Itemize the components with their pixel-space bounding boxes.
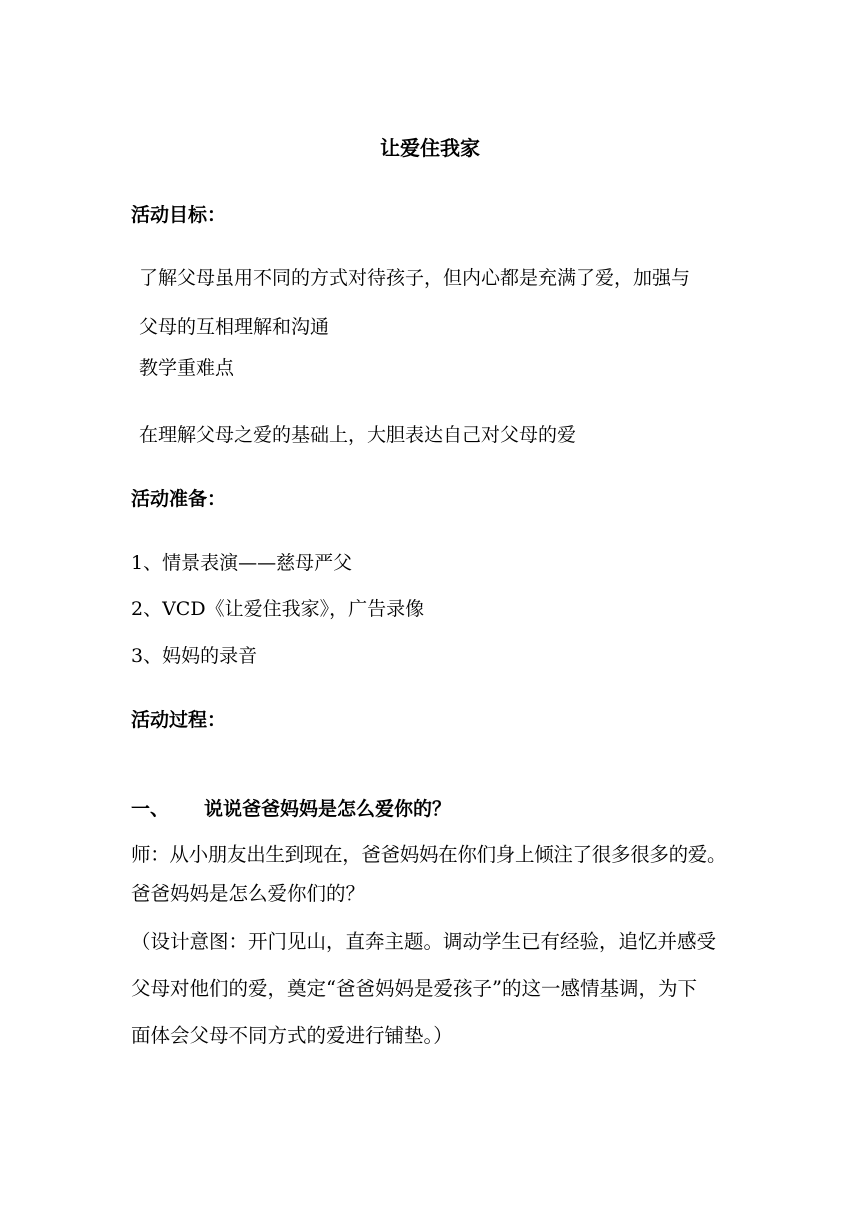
design-intent-line2: 父母对他们的爱，奠定“爸爸妈妈是爱孩子”的这一感情基调，为下 [131,977,697,1000]
key-points-heading: 教学重难点 [139,357,235,379]
teacher-line1: 师：从小朋友出生到现在，爸爸妈妈在你们身上倾注了很多很多的爱。 [131,843,727,866]
key-points-text: 在理解父母之爱的基础上，大胆表达自己对父母的爱 [139,424,577,446]
goals-heading: 活动目标： [131,204,227,226]
section-title: 说说爸爸妈妈是怎么爱你的？ [204,798,452,820]
teacher-line2: 爸爸妈妈是怎么爱你们的？ [131,882,366,905]
prep-heading: 活动准备： [131,488,227,510]
document-title: 让爱住我家 [380,136,480,160]
goal-text-line2: 父母的互相理解和沟通 [139,316,330,338]
prep-item: 3、妈妈的录音 [131,645,258,667]
goal-text-line1: 了解父母虽用不同的方式对待孩子，但内心都是充满了爱，加强与 [139,267,691,289]
prep-item: 1、情景表演——慈母严父 [131,552,353,574]
design-intent-line1: （设计意图：开门见山，直奔主题。调动学生已有经验，追忆并感受 [131,930,717,953]
section-number: 一、 [131,798,170,820]
prep-item: 2、VCD《让爱住我家》，广告录像 [131,598,425,620]
design-intent-line3: 面体会父母不同方式的爱进行铺垫。） [131,1024,453,1047]
process-heading: 活动过程： [131,709,227,731]
